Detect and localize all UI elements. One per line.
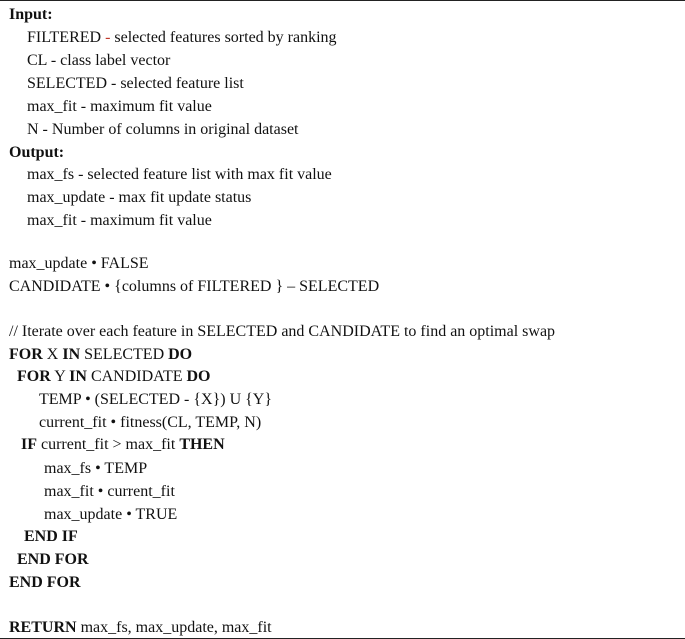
end-for-inner: END FOR	[17, 551, 89, 568]
if-line: IF current_fit > max_fit THEN	[21, 436, 225, 453]
input-heading: Input:	[9, 6, 53, 23]
for-y-line: FOR Y IN CANDIDATE DO	[17, 368, 211, 385]
output-max-fs: max_fs - selected feature list with max fit value	[27, 166, 332, 183]
output-heading: Output:	[9, 144, 65, 161]
comment-line: // Iterate over each feature in SELECTED and CANDIDATE to find an optimal swap	[9, 323, 556, 340]
temp-assign: TEMP • (SELECTED - {X}) U {Y}	[39, 391, 273, 408]
end-if: END IF	[24, 528, 78, 545]
end-for-outer: END FOR	[9, 574, 81, 591]
input-cl: CL - class label vector	[27, 52, 171, 69]
init-max-update: max_update • FALSE	[9, 255, 149, 272]
return-line: RETURN max_fs, max_update, max_fit	[9, 619, 272, 636]
input-max-fit: max_fit - maximum fit value	[27, 98, 212, 115]
for-x-line: FOR X IN SELECTED DO	[9, 346, 193, 363]
output-max-fit: max_fit - maximum fit value	[27, 212, 212, 229]
input-filtered: FILTERED - selected features sorted by ranking	[27, 29, 337, 46]
assign-max-fs: max_fs • TEMP	[44, 460, 148, 477]
assign-max-fit: max_fit • current_fit	[44, 483, 175, 500]
input-n: N - Number of columns in original dataset	[27, 121, 299, 138]
output-max-update: max_update - max fit update status	[27, 189, 252, 206]
input-selected: SELECTED - selected feature list	[27, 75, 244, 92]
fit-assign: current_fit • fitness(CL, TEMP, N)	[39, 414, 262, 431]
init-candidate: CANDIDATE • {columns of FILTERED } – SELECTED	[9, 278, 380, 295]
assign-max-update: max_update • TRUE	[44, 506, 178, 523]
